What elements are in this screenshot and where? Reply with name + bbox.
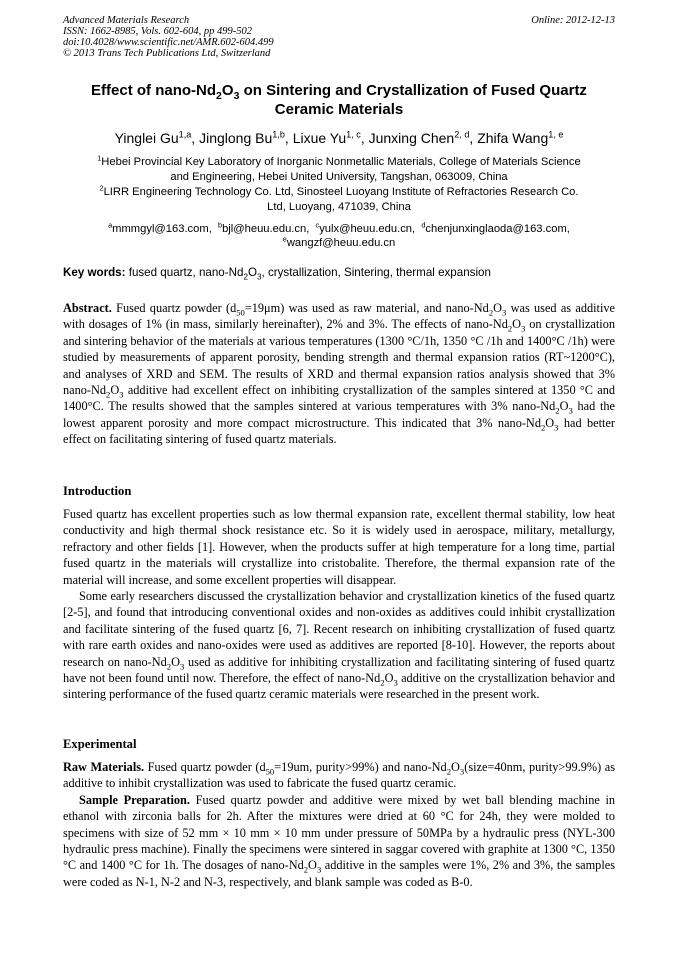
author: Yinglei Gu$^{1,a}$ bbox=[114, 129, 192, 146]
section-heading-experimental: Experimental bbox=[63, 737, 137, 751]
raw-materials-paragraph: Raw Materials. Fused quartz powder ($d_{50}=19um$, purity>99%) and nano-$Nd_2O_3(size=40nm$, purity>99.9%) as additive to inhibit crystallization was used to fabricate the fused quartz ceramic. bbox=[63, 760, 616, 791]
email-line-2: $^e$wangzf@heuu.edu.cn bbox=[282, 234, 396, 249]
intro-paragraph-1: Fused quartz has excellent properties such as low thermal expansion rate, excellent thermal stability, low heat conductivity and high thermal shock resistance etc. So it is widely used in aerospace, military, metallurgy, refractory and other fields [1]. However, when the products suffer at high temperature for a long time, partial fused quartz in the materials will crystallize into cristobalite. Therefore, the thermal expansion rate of the material will increase, and some excellent properties will disappear. bbox=[63, 507, 615, 587]
introduction-body bbox=[63, 506, 615, 703]
author: Zhifa Wang$^{1, e}$ bbox=[477, 129, 564, 146]
email-a[interactable]: mmmgyl@163.com, bbox=[112, 223, 212, 235]
title-line-1: Effect of nano-$Nd_2O_3$ on Sintering and Crystallization of Fused Quartz bbox=[91, 82, 587, 102]
author: Lixue Yu$^{1, c}$ bbox=[292, 129, 361, 146]
author-list: Yinglei Gu$^{1,a}$, Jinglong Bu$^{1,b}$, Lixue Yu$^{1, c}$, Junxing Chen$^{2, d}$, Zhifa Wang$^{1, e}$ bbox=[114, 129, 564, 146]
abstract: Abstract. Fused quartz powder $(d_{50}=19\mu m)$ was used as raw material, and nano-$Nd_2O_3$ was used as additive with dosages of 1% (in mass, similarly hereinafter), 2% and 3%. The effects of nano-$Nd_2O_3$ on crystallization and sintering behavior of the materials at various temperatures (1300 °C/1h, 1350 °C /1h and 1400°C /1h) were studied by measurements of apparent porosity, bending strength and thermal expansion ratios (RT~1200°C), and analyses of XRD and SEM. The results of XRD and thermal expansion ratios analysis showed that 3% nano-$Nd_2O_3$ additive had excellent effect on inhibiting crystallization of the samples sintered at 1350 °C and 1400°C. The results showed that the samples sintered at various temperatures with 3% nano-$Nd_2O_3$ had the lowest apparent porosity and more compact microstructure. This indicated that 3% nano-$Nd_2O_3$ had better effect on facilitating sintering of fused quartz materials. bbox=[63, 301, 615, 447]
doi-line: doi:10.4028/www.scientific.net/AMR.602-604.499 bbox=[63, 37, 274, 48]
title-line-2: Ceramic Materials bbox=[274, 101, 404, 118]
affiliation-1: $^1$Hebei Provincial Key Laboratory of Inorganic Nonmetallic Materials, College of Materials Science bbox=[97, 153, 581, 168]
experimental-body bbox=[63, 759, 615, 890]
online-date: Online: 2012-12-13 bbox=[531, 15, 615, 26]
section-heading-introduction: Introduction bbox=[63, 484, 132, 498]
sample-preparation-paragraph: Sample Preparation. Fused quartz powder and additive were mixed by wet ball blending machine in ethanol with zirconia balls for 2h. After the mixtures were dried at 60 °C for 24h, they were molded to specimens with size of 52 mm × 10 mm × 10 mm under pressure of 50MPa by a hydraulic press (NYL-300 hydraulic press machine). Finally the specimens were sintered in saggar covered with graphite at 1300 °C, 1350 °C and 1400 °C for 1h. The dosages of nano-$Nd_2O_3$ additive in the samples were 1%, 2% and 3%, the samples were coded as N-1, N-2 and N-3, respectively, and blank sample was coded as B-0. bbox=[63, 792, 616, 889]
copyright-line: © 2013 Trans Tech Publications Ltd, Switzerland bbox=[63, 48, 271, 59]
journal-header bbox=[63, 15, 615, 59]
email-b[interactable]: bjl@heuu.edu.cn, bbox=[222, 223, 310, 235]
journal-name: Advanced Materials Research bbox=[63, 15, 190, 26]
intro-paragraph-2: Some early researchers discussed the crystallization behavior and crystallization kinetics of the fused quartz [2-5], and found that introducing conventional oxides and non-oxides as additives could inhibit crystallization and facilitate sintering of the fused quartz [6, 7]. Recent research on inhibiting crystallization of fused quartz with rare earth oxides and nano-oxides were used as additives are reported [8-10]. However, the reports about research on nano-$Nd_2O_3$ used as additive for inhibiting crystallization and facilitating sintering of fused quartz have not been found until now. Therefore, the effect of nano-$Nd_2O_3$ additive on the crystallization behavior and sintering performance of the fused quartz ceramic materials were researched in the present work. bbox=[63, 589, 615, 702]
issn-line: ISSN: 1662-8985, Vols. 602-604, pp 499-502 bbox=[63, 26, 252, 37]
abstract-label: Abstract. bbox=[63, 301, 112, 315]
keywords-label: Key words: bbox=[63, 266, 126, 279]
paper-title bbox=[63, 81, 615, 119]
email-e[interactable]: wangzf@heuu.edu.cn bbox=[286, 237, 396, 249]
email-line-1: $^a$mmmgyl@163.com, $^b$bjl@heuu.edu.cn, $^c$yulx@heuu.edu.cn, $^d$chenjunxinglaoda@163.com, bbox=[108, 220, 570, 235]
email-d[interactable]: chenjunxinglaoda@163.com, bbox=[425, 223, 570, 235]
affiliation-2-cont: Ltd, Luoyang, 471039, China bbox=[267, 201, 411, 213]
email-list bbox=[63, 222, 615, 250]
keywords: Key words: fused quartz, nano-$Nd_2O_3$, crystallization, Sintering, thermal expansion bbox=[63, 266, 491, 282]
affiliations bbox=[63, 155, 615, 215]
affiliation-2: $^2$LIRR Engineering Technology Co. Ltd, Sinosteel Luoyang Institute of Refractories Research Co. bbox=[99, 183, 579, 198]
email-c[interactable]: yulx@heuu.edu.cn, bbox=[319, 223, 416, 235]
author: Junxing Chen$^{2, d}$ bbox=[368, 129, 470, 146]
affiliation-1-cont: and Engineering, Hebei United University, Tangshan, 063009, China bbox=[170, 171, 508, 183]
author: Jinglong Bu$^{1,b}$ bbox=[199, 129, 285, 146]
